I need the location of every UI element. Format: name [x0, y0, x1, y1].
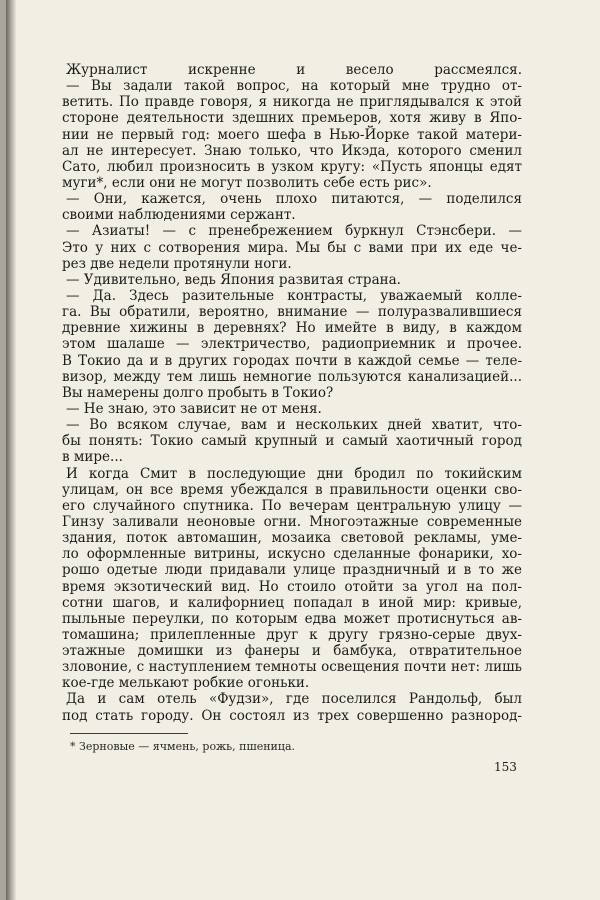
text-line: Это у них с сотворения мира. Мы бы с вами при их еде че-: [62, 239, 522, 256]
footnote-divider: [70, 733, 188, 734]
text-line: — Удивительно, ведь Япония развитая страна.: [66, 271, 401, 288]
text-line: — Во всяком случае, вам и нескольких дней хватит, что-: [66, 417, 522, 434]
text-line: кое-где мелькают робкие огоньки.: [62, 675, 310, 692]
text-line: этом шалаше — электричество, радиоприемник и прочее.: [62, 336, 522, 353]
text-line: — Вы задали такой вопрос, на который мне трудно от-: [66, 78, 522, 95]
text-line: в мире...: [62, 449, 123, 466]
text-line: — Да. Здесь разительные контрасты, уважаемый колле-: [66, 287, 522, 304]
text-line: рошо одетые люди придавали улице праздничный и в то же: [62, 562, 522, 579]
text-line: стороне деятельности здешних премьеров, хотя живу в Япо-: [62, 110, 522, 127]
text-line: ал не интересует. Знаю только, что Икэда, которого сменил: [62, 142, 522, 159]
text-line: Сато, любил произносить в узком кругу: «Пусть японцы едят: [62, 158, 522, 175]
text-line: зловоние, с наступлением темноты освещения почти нет: лишь: [62, 659, 522, 676]
page-number: 153: [494, 760, 517, 774]
footnote: * Зерновые — ячмень, рожь, пшеница.: [70, 740, 296, 753]
main-text-block: [62, 62, 522, 724]
book-page: [6, 0, 600, 900]
text-line: своими наблюдениями сержант.: [62, 207, 296, 224]
text-line: Журналист искренне и весело рассмеялся.: [66, 62, 522, 78]
text-line: И когда Смит в последующие дни бродил по токийским: [66, 465, 522, 482]
text-line: ветить. По правде говоря, я никогда не приглядывался к этой: [62, 94, 522, 111]
text-line: его случайного спутника. По вечерам центральную улицу —: [62, 497, 522, 514]
text-line: время экзотический вид. Но стоило отойти за угол на пол-: [62, 578, 522, 595]
text-line: здания, поток автомашин, мозаика световой рекламы, уме-: [62, 530, 522, 547]
text-line: сотни шагов, и калифорниец попадал в иной мир: кривые,: [62, 594, 522, 611]
text-line: ло оформленные витрины, искусно сделанные фонарики, хо-: [62, 546, 522, 563]
text-line: Да и сам отель «Фудзи», где поселился Рандольф, был: [66, 691, 522, 708]
text-line: В Токио да и в других городах почти в каждой семье — теле-: [62, 352, 522, 369]
text-line: этажные домишки из фанеры и бамбука, отвратительное: [62, 643, 522, 660]
text-line: томашина; прилепленные друг к другу грязно-серые двух-: [62, 626, 522, 643]
text-line: бы понять: Токио самый крупный и самый хаотичный город: [62, 433, 522, 450]
text-line: нии не первый год: моего шефа в Нью-Йорке такой матери-: [62, 126, 522, 143]
text-line: под стать городу. Он состоял из трех совершенно разнород-: [62, 707, 522, 724]
text-line: муги*, если они не могут позволить себе есть рис».: [62, 174, 432, 191]
text-line: — Они, кажется, очень плохо питаются, — поделился: [66, 191, 522, 208]
book-spine-shadow: [6, 0, 16, 900]
text-line: рез две недели протянули ноги.: [62, 255, 292, 272]
text-line: Вы намерены долго пробыть в Токио?: [62, 384, 334, 401]
text-line: га. Вы обратили, вероятно, внимание — полуразвалившиеся: [62, 304, 522, 321]
text-line: визор, между тем лишь немногие пользуются канализацией...: [62, 368, 522, 385]
text-line: — Азиаты! — с пренебрежением буркнул Стэнсбери. —: [66, 223, 522, 240]
text-line: улицам, он все время убеждался в правильности оценки сво-: [62, 481, 522, 498]
text-line: пыльные переулки, по которым едва может протиснуться ав-: [62, 610, 522, 627]
text-line: древние хижины в деревнях? Но имейте в виду, в каждом: [62, 320, 522, 337]
text-line: — Не знаю, это зависит не от меня.: [66, 400, 322, 417]
text-line: Гинзу заливали неоновые огни. Многоэтажные современные: [62, 513, 522, 530]
